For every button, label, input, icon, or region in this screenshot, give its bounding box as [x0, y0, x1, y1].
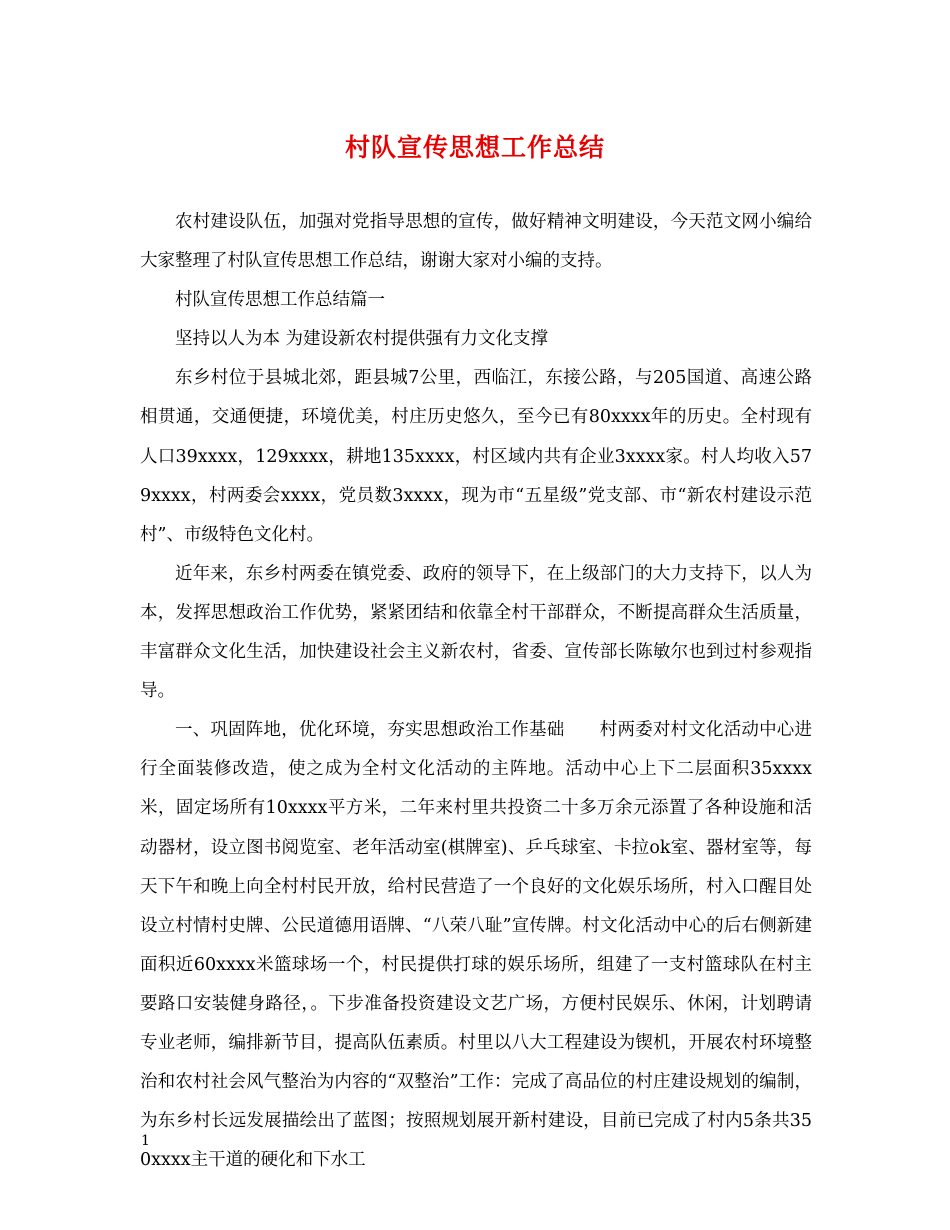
- document-title: 村队宣传思想工作总结: [344, 133, 605, 162]
- intro-paragraph: 农村建设队伍，加强对党指导思想的宣传，做好精神文明建设，今天范文网小编给大家整理了村队宣传思想工作总结，谢谢大家对小编的支持。: [140, 212, 812, 272]
- document-body: [140, 203, 812, 1180]
- recent-years-paragraph: 近年来，东乡村两委在镇党委、政府的领导下，在上级部门的大力支持下，以人为本，发挥思想政治工作优势，紧紧团结和依靠全村干部群众，不断提高群众生活质量，丰富群众文化生活，加快建设社会主义新农村，省委、宣传部长陈敏尔也到过村参观指导。: [140, 563, 812, 702]
- section-heading: 村队宣传思想工作总结篇一: [175, 290, 385, 311]
- consolidation-paragraph: 一、巩固阵地，优化环境，夯实思想政治工作基础 村两委对村文化活动中心进行全面装修改造，使之成为全村文化活动的主阵地。活动中心上下二层面积35xxxx米，固定场所有10xxxx平方米，二年来村里共投资二十多万余元添置了各种设施和活动器材，设立图书阅览室、老年活动室(棋牌室)、乒乓球室、卡拉ok室、器材室等，每天下午和晚上向全村村民开放，给村民营造了一个良好的文化娱乐场所，村入口醒目处设立村情村史牌、公民道德用语牌、“八荣八耻”宣传牌。村文化活动中心的后右侧新建面积近60xxxx米篮球场一个，村民提供打球的娱乐场所，组建了一支村篮球队在村主要路口安装健身路径，。下步准备投资建设文艺广场，方便村民娱乐、休闲，计划聘请专业老师，编排新节目，提高队伍素质。村里以八大工程建设为锲机，开展农村环境整治和农村社会风气整治为内容的“双整治”工作：完成了高品位的村庄建设规划的编制，为东乡村长远发展描绘出了蓝图；按照规划展开新村建设，目前已完成了村内5条共350xxxx主干道的硬化和下水工: [140, 720, 812, 1171]
- page-number: 1: [141, 1133, 150, 1149]
- village-profile-paragraph: 东乡村位于县城北郊，距县城7公里，西临江，东接公路，与205国道、高速公路相贯通，交通便捷，环境优美，村庄历史悠久，至今已有80xxxx年的历史。全村现有人口39xxxx，129xxxx，耕地135xxxx，村区域内共有企业3xxxx家。村人均收入579xxxx，村两委会xxxx，党员数3xxxx，现为市“五星级”党支部、市“新农村建设示范村”、市级特色文化村。: [140, 368, 812, 545]
- section-subheading: 坚持以人为本 为建设新农村提供强有力文化支撑: [175, 329, 549, 350]
